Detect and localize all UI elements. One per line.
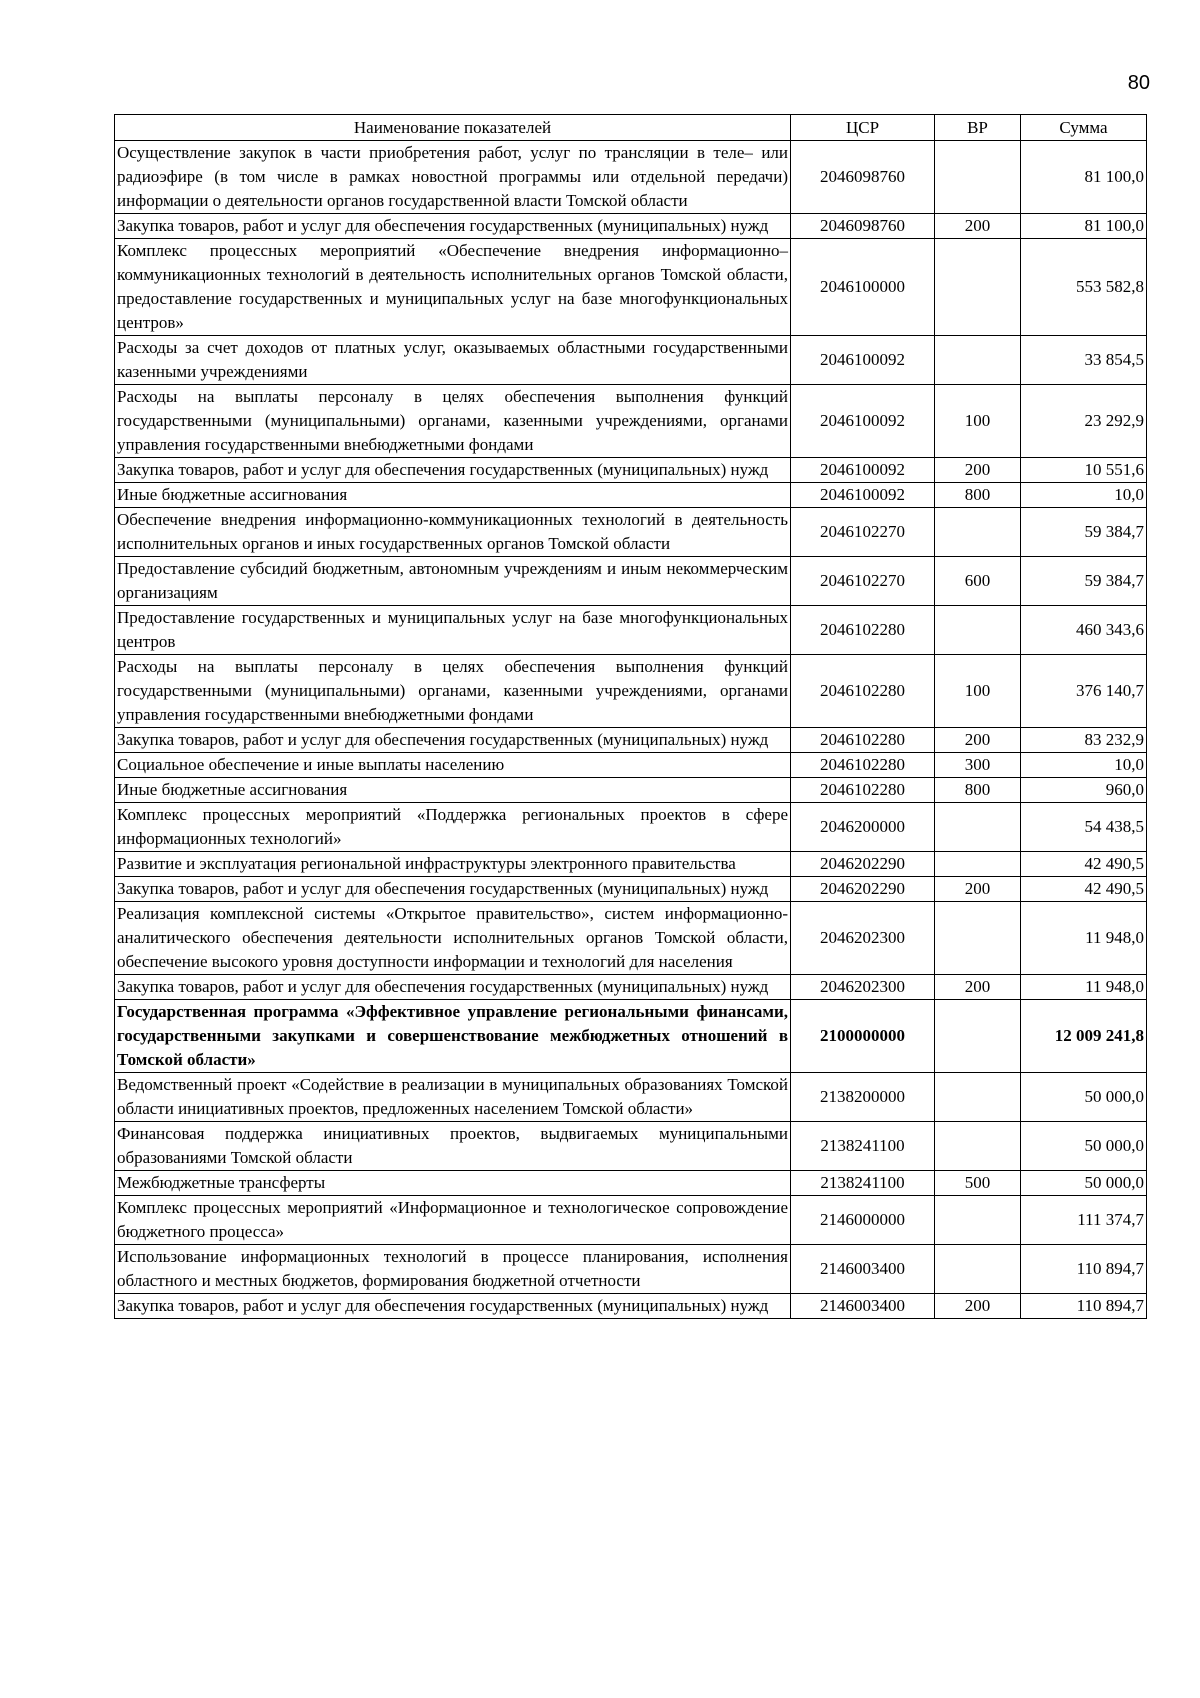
cell-name: Иные бюджетные ассигнования bbox=[115, 778, 791, 803]
cell-csr: 2046102280 bbox=[791, 753, 935, 778]
cell-vr bbox=[935, 1245, 1021, 1294]
cell-name: Использование информационных технологий в процессе планирования, исполнения областного и местных бюджетов, формирования бюджетной отчетности bbox=[115, 1245, 791, 1294]
table-row bbox=[115, 141, 1147, 214]
cell-csr: 2146000000 bbox=[791, 1196, 935, 1245]
cell-sum: 83 232,9 bbox=[1021, 728, 1147, 753]
cell-sum: 33 854,5 bbox=[1021, 336, 1147, 385]
cell-vr: 600 bbox=[935, 557, 1021, 606]
table-row bbox=[115, 803, 1147, 852]
budget-table bbox=[114, 114, 1147, 1319]
header-name: Наименование показателей bbox=[115, 115, 791, 141]
table-row bbox=[115, 902, 1147, 975]
table-header-row bbox=[115, 115, 1147, 141]
cell-name: Закупка товаров, работ и услуг для обеспечения государственных (муниципальных) нужд bbox=[115, 877, 791, 902]
table-row bbox=[115, 606, 1147, 655]
table-row bbox=[115, 508, 1147, 557]
cell-sum: 50 000,0 bbox=[1021, 1073, 1147, 1122]
cell-csr: 2046202300 bbox=[791, 975, 935, 1000]
header-sum: Сумма bbox=[1021, 115, 1147, 141]
cell-vr bbox=[935, 1000, 1021, 1073]
cell-sum: 42 490,5 bbox=[1021, 852, 1147, 877]
cell-csr: 2046102270 bbox=[791, 508, 935, 557]
cell-vr bbox=[935, 803, 1021, 852]
table-row bbox=[115, 728, 1147, 753]
cell-csr: 2138200000 bbox=[791, 1073, 935, 1122]
cell-sum: 23 292,9 bbox=[1021, 385, 1147, 458]
cell-vr: 200 bbox=[935, 728, 1021, 753]
table-row bbox=[115, 1245, 1147, 1294]
cell-csr: 2046102280 bbox=[791, 606, 935, 655]
cell-vr: 100 bbox=[935, 655, 1021, 728]
cell-name: Предоставление субсидий бюджетным, автономным учреждениям и иным некоммерческим организациям bbox=[115, 557, 791, 606]
cell-vr bbox=[935, 852, 1021, 877]
cell-vr bbox=[935, 606, 1021, 655]
cell-vr: 300 bbox=[935, 753, 1021, 778]
table-row bbox=[115, 975, 1147, 1000]
cell-csr: 2046100000 bbox=[791, 239, 935, 336]
cell-name: Закупка товаров, работ и услуг для обеспечения государственных (муниципальных) нужд bbox=[115, 728, 791, 753]
cell-sum: 59 384,7 bbox=[1021, 508, 1147, 557]
cell-csr: 2046102280 bbox=[791, 728, 935, 753]
cell-csr: 2046100092 bbox=[791, 458, 935, 483]
table-row bbox=[115, 385, 1147, 458]
cell-sum: 110 894,7 bbox=[1021, 1245, 1147, 1294]
header-vr: ВР bbox=[935, 115, 1021, 141]
cell-sum: 110 894,7 bbox=[1021, 1294, 1147, 1319]
cell-sum: 10,0 bbox=[1021, 483, 1147, 508]
cell-csr: 2046098760 bbox=[791, 214, 935, 239]
cell-name: Расходы на выплаты персоналу в целях обеспечения выполнения функций государственными (муниципальными) органами, казенными учреждениями, органами управления государственными внебюджетными фондами bbox=[115, 655, 791, 728]
cell-csr: 2138241100 bbox=[791, 1171, 935, 1196]
cell-sum: 54 438,5 bbox=[1021, 803, 1147, 852]
cell-sum: 50 000,0 bbox=[1021, 1122, 1147, 1171]
cell-name: Осуществление закупок в части приобретения работ, услуг по трансляции в теле– или радиоэфире (в том числе в рамках новостной программы или отдельной передачи) информации о деятельности органов государственной власти Томской области bbox=[115, 141, 791, 214]
cell-vr bbox=[935, 336, 1021, 385]
cell-name: Комплекс процессных мероприятий «Обеспечение внедрения информационно–коммуникационных технологий в деятельность исполнительных органов Томской области, предоставление государственных и муниципальных услуг на базе многофункциональных центров» bbox=[115, 239, 791, 336]
cell-csr: 2138241100 bbox=[791, 1122, 935, 1171]
cell-sum: 111 374,7 bbox=[1021, 1196, 1147, 1245]
table-row bbox=[115, 1122, 1147, 1171]
cell-csr: 2146003400 bbox=[791, 1294, 935, 1319]
table-body bbox=[115, 141, 1147, 1319]
cell-sum: 10,0 bbox=[1021, 753, 1147, 778]
table-row bbox=[115, 1171, 1147, 1196]
cell-name: Комплекс процессных мероприятий «Поддержка региональных проектов в сфере информационных технологий» bbox=[115, 803, 791, 852]
cell-vr: 200 bbox=[935, 458, 1021, 483]
table-row bbox=[115, 1000, 1147, 1073]
cell-sum: 11 948,0 bbox=[1021, 975, 1147, 1000]
cell-csr: 2046098760 bbox=[791, 141, 935, 214]
cell-vr bbox=[935, 1122, 1021, 1171]
table-row bbox=[115, 336, 1147, 385]
header-csr: ЦСР bbox=[791, 115, 935, 141]
table-row bbox=[115, 557, 1147, 606]
cell-vr: 800 bbox=[935, 483, 1021, 508]
cell-vr bbox=[935, 239, 1021, 336]
cell-vr: 800 bbox=[935, 778, 1021, 803]
table-row bbox=[115, 753, 1147, 778]
cell-vr: 500 bbox=[935, 1171, 1021, 1196]
cell-vr bbox=[935, 1073, 1021, 1122]
cell-name: Ведомственный проект «Содействие в реализации в муниципальных образованиях Томской области инициативных проектов, предложенных населением Томской области» bbox=[115, 1073, 791, 1122]
table-row bbox=[115, 778, 1147, 803]
cell-csr: 2046202290 bbox=[791, 877, 935, 902]
cell-vr: 200 bbox=[935, 1294, 1021, 1319]
table-row bbox=[115, 458, 1147, 483]
cell-name: Социальное обеспечение и иные выплаты населению bbox=[115, 753, 791, 778]
cell-vr: 200 bbox=[935, 214, 1021, 239]
cell-name: Иные бюджетные ассигнования bbox=[115, 483, 791, 508]
cell-sum: 81 100,0 bbox=[1021, 214, 1147, 239]
cell-csr: 2046200000 bbox=[791, 803, 935, 852]
cell-name: Расходы за счет доходов от платных услуг, оказываемых областными государственными казенными учреждениями bbox=[115, 336, 791, 385]
cell-name: Межбюджетные трансферты bbox=[115, 1171, 791, 1196]
cell-sum: 10 551,6 bbox=[1021, 458, 1147, 483]
table-row bbox=[115, 1294, 1147, 1319]
cell-name: Расходы на выплаты персоналу в целях обеспечения выполнения функций государственными (муниципальными) органами, казенными учреждениями, органами управления государственными внебюджетными фондами bbox=[115, 385, 791, 458]
cell-sum: 376 140,7 bbox=[1021, 655, 1147, 728]
cell-name: Предоставление государственных и муниципальных услуг на базе многофункциональных центров bbox=[115, 606, 791, 655]
cell-vr: 200 bbox=[935, 975, 1021, 1000]
cell-name: Государственная программа «Эффективное управление региональными финансами, государственными закупками и совершенствование межбюджетных отношений в Томской области» bbox=[115, 1000, 791, 1073]
cell-vr bbox=[935, 902, 1021, 975]
cell-sum: 460 343,6 bbox=[1021, 606, 1147, 655]
cell-csr: 2046202290 bbox=[791, 852, 935, 877]
table-row bbox=[115, 655, 1147, 728]
cell-vr bbox=[935, 508, 1021, 557]
cell-vr: 200 bbox=[935, 877, 1021, 902]
cell-csr: 2100000000 bbox=[791, 1000, 935, 1073]
table-row bbox=[115, 1196, 1147, 1245]
cell-name: Закупка товаров, работ и услуг для обеспечения государственных (муниципальных) нужд bbox=[115, 458, 791, 483]
cell-sum: 11 948,0 bbox=[1021, 902, 1147, 975]
cell-csr: 2046102280 bbox=[791, 655, 935, 728]
table-row bbox=[115, 1073, 1147, 1122]
cell-vr: 100 bbox=[935, 385, 1021, 458]
cell-sum: 960,0 bbox=[1021, 778, 1147, 803]
cell-name: Комплекс процессных мероприятий «Информационное и технологическое сопровождение бюджетного процесса» bbox=[115, 1196, 791, 1245]
cell-name: Закупка товаров, работ и услуг для обеспечения государственных (муниципальных) нужд bbox=[115, 214, 791, 239]
cell-name: Реализация комплексной системы «Открытое правительство», систем информационно-аналитического обеспечения деятельности исполнительных органов Томской области, обеспечение высокого уровня доступности информации и технологий для населения bbox=[115, 902, 791, 975]
table-row bbox=[115, 214, 1147, 239]
cell-name: Развитие и эксплуатация региональной инфраструктуры электронного правительства bbox=[115, 852, 791, 877]
cell-name: Финансовая поддержка инициативных проектов, выдвигаемых муниципальными образованиями Томской области bbox=[115, 1122, 791, 1171]
page-number: 80 bbox=[1127, 72, 1150, 94]
cell-name: Закупка товаров, работ и услуг для обеспечения государственных (муниципальных) нужд bbox=[115, 975, 791, 1000]
cell-csr: 2146003400 bbox=[791, 1245, 935, 1294]
table-row bbox=[115, 483, 1147, 508]
cell-vr bbox=[935, 1196, 1021, 1245]
cell-name: Обеспечение внедрения информационно-коммуникационных технологий в деятельность исполнительных органов и иных государственных органов Томской области bbox=[115, 508, 791, 557]
cell-sum: 553 582,8 bbox=[1021, 239, 1147, 336]
cell-sum: 59 384,7 bbox=[1021, 557, 1147, 606]
cell-name: Закупка товаров, работ и услуг для обеспечения государственных (муниципальных) нужд bbox=[115, 1294, 791, 1319]
cell-vr bbox=[935, 141, 1021, 214]
table-row bbox=[115, 852, 1147, 877]
cell-csr: 2046102280 bbox=[791, 778, 935, 803]
table-row bbox=[115, 239, 1147, 336]
table-row bbox=[115, 877, 1147, 902]
cell-csr: 2046100092 bbox=[791, 483, 935, 508]
cell-sum: 81 100,0 bbox=[1021, 141, 1147, 214]
cell-sum: 50 000,0 bbox=[1021, 1171, 1147, 1196]
cell-csr: 2046100092 bbox=[791, 385, 935, 458]
cell-csr: 2046102270 bbox=[791, 557, 935, 606]
cell-csr: 2046100092 bbox=[791, 336, 935, 385]
cell-sum: 42 490,5 bbox=[1021, 877, 1147, 902]
cell-sum: 12 009 241,8 bbox=[1021, 1000, 1147, 1073]
cell-csr: 2046202300 bbox=[791, 902, 935, 975]
